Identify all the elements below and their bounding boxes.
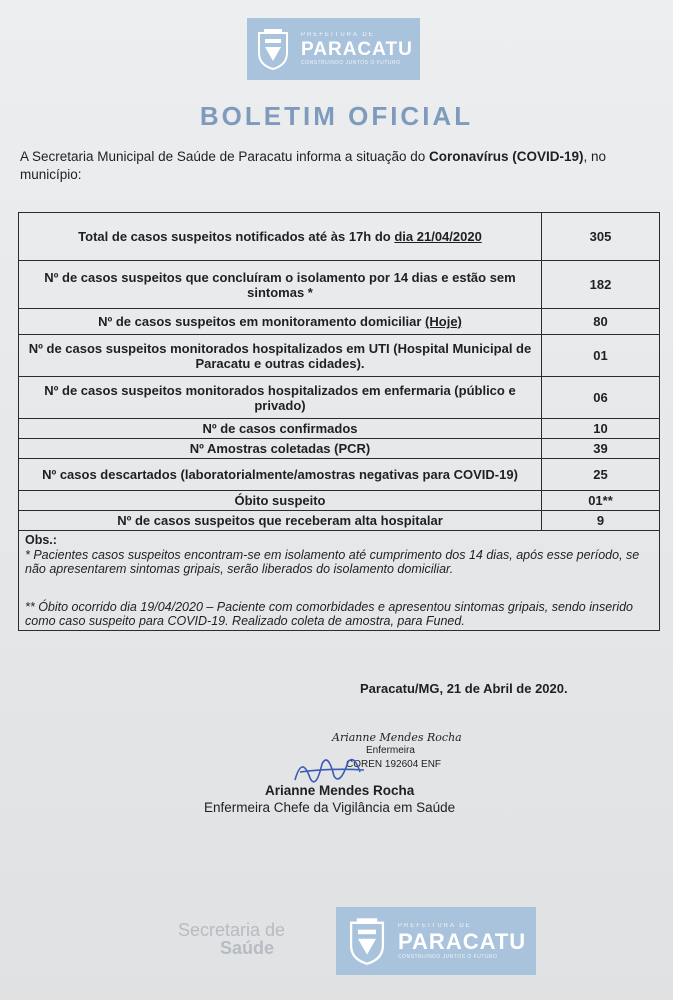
obs-title: Obs.: [25,533,57,547]
table-row [19,459,660,491]
intro-paragraph [20,148,660,184]
row-value: 01 [542,335,660,377]
signer-name: Arianne Mendes Rocha [265,783,415,798]
logo-sub-text: CONSTRUINDO JUNTOS O FUTURO [398,953,498,960]
table-row [19,511,660,531]
row-value: 01** [542,491,660,511]
logo-sub-text: CONSTRUINDO JUNTOS O FUTURO [301,60,401,66]
row-question [19,419,542,439]
secretaria-logo [178,921,285,957]
obs-cell [19,531,660,631]
page-title: BOLETIM OFICIAL [199,101,474,131]
row-question-underlined: (Hoje) [425,314,462,329]
footer-logo [336,907,536,975]
row-value: 9 [542,511,660,531]
row-value: 06 [542,377,660,419]
date-line: Paracatu/MG, 21 de Abril de 2020. [360,681,568,696]
stamp-coren: COREN 192604 ENF [346,759,442,770]
table-row [19,377,660,419]
table-row [19,213,660,261]
row-question-text: Nº casos descartados (laboratorialmente/amostras negativas para COVID-19) [42,467,518,482]
stamp-name: Arianne Mendes Rocha [332,731,462,744]
row-question-text: Nº de casos suspeitos monitorados hospitalizados em enfermaria (público e privado) [44,382,516,413]
logo-small-text: PREFEITURA DE [398,922,472,929]
table-row [19,335,660,377]
row-question-text: Nº de casos suspeitos que receberam alta hospitalar [117,513,443,528]
row-value: 10 [542,419,660,439]
row-question-text: Nº de casos suspeitos em monitoramento domiciliar [98,314,426,329]
row-value: 80 [542,309,660,335]
row-question-text: Nº de casos suspeitos que concluíram o isolamento por 14 dias e estão sem sintomas * [44,269,516,300]
row-question [19,459,542,491]
table-row [19,261,660,309]
logo-name-text: PARACATU [301,39,413,60]
row-question [19,491,542,511]
row-question-text: Nº de casos confirmados [202,421,358,436]
row-value: 305 [542,213,660,261]
secretaria-line-2: Saúde [220,938,275,958]
intro-text-2: , no município: [20,149,607,182]
stamp-role: Enfermeira [366,745,415,756]
row-question-text: Nº de casos suspeitos monitorados hospitalizados em UTI (Hospital Municipal de Paracatu e outras cidades). [28,340,532,371]
row-value: 25 [542,459,660,491]
bulletin-table [18,212,660,631]
table-row [19,491,660,511]
row-question [19,439,542,459]
signer-title: Enfermeira Chefe da Vigilância em Saúde [204,800,456,815]
logo-small-text: PREFEITURA DE [301,32,375,38]
row-value: 39 [542,439,660,459]
row-question [19,261,542,309]
row-value: 182 [542,261,660,309]
row-question [19,213,542,261]
obs-note-1: * Pacientes casos suspeitos encontram-se em isolamento até cumprimento dos 14 dias, após esse período, se não apresentarem sintomas gripais, serão liberados do isolamento domiciliar. [25,548,640,576]
row-question [19,309,542,335]
crest-icon [255,27,291,71]
row-question-underlined: dia 21/04/2020 [394,229,482,244]
table-row [19,439,660,459]
logo-name-text: PARACATU [398,928,527,954]
table-row [19,309,660,335]
intro-bold-text: Coronavírus (COVID-19) [429,149,584,164]
crest-icon [346,916,388,966]
row-question-text: Nº Amostras coletadas (PCR) [189,441,371,456]
row-question [19,511,542,531]
table-row [19,419,660,439]
secretaria-line-1: Secretaria de [178,920,286,940]
obs-row [19,531,660,631]
row-question-text: Total de casos suspeitos notificados até às 17h do [78,229,395,244]
row-question-text: Óbito suspeito [234,493,326,508]
header-logo [247,18,420,80]
row-question [19,335,542,377]
obs-note-2: ** Óbito ocorrido dia 19/04/2020 – Paciente com comorbidades e apresentou sintomas gripais, sendo inserido como caso suspeito para COVID-19. Realizado coleta de amostra, para Funed. [25,600,634,628]
row-question [19,377,542,419]
intro-text-1: A Secretaria Municipal de Saúde de Paracatu informa a situação do [20,149,429,164]
